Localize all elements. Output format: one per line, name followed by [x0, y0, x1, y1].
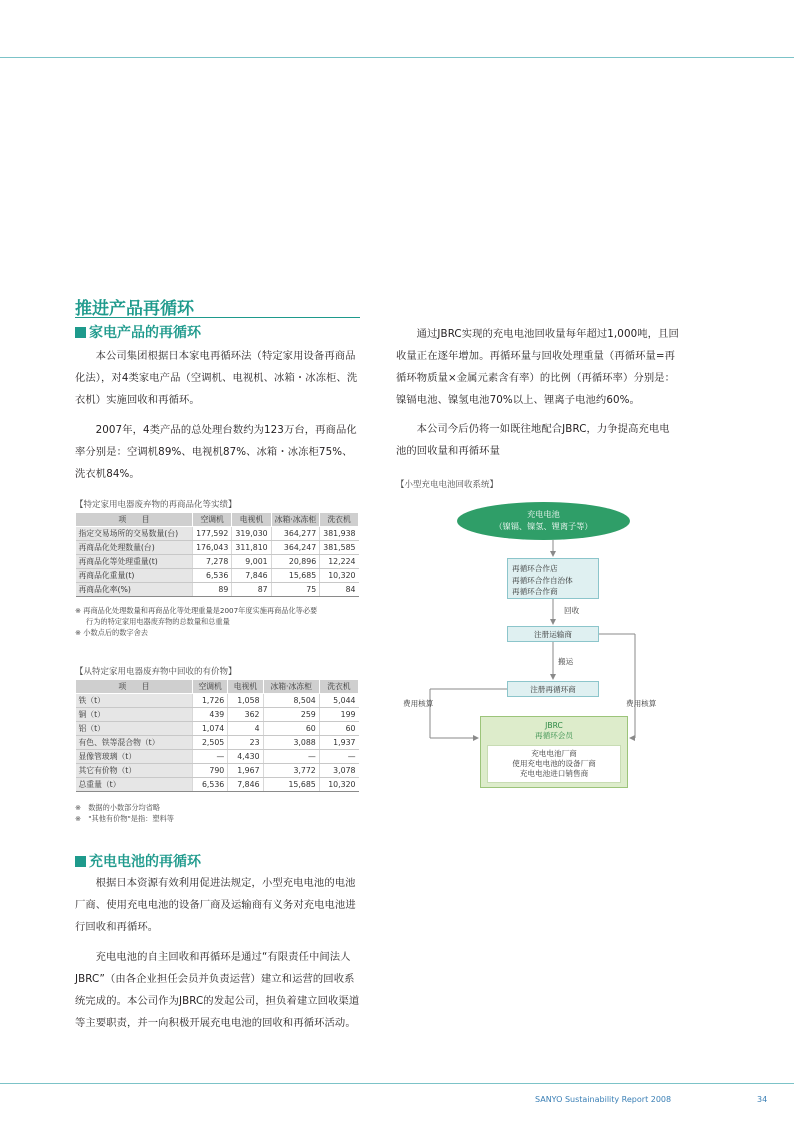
cooperating-stores-box — [507, 558, 599, 599]
cost-label-right: 费用核算 — [626, 699, 657, 708]
table-header-row — [76, 513, 359, 527]
cell: 319,030 — [232, 527, 271, 541]
jbrc-members — [487, 745, 621, 783]
recycler-box: 注册再循环商 — [507, 681, 599, 697]
table-row — [76, 694, 359, 708]
table-row — [76, 778, 359, 792]
table-row — [76, 527, 359, 541]
battery-collection-diagram — [400, 498, 690, 778]
section-title: 推进产品再循环 — [75, 299, 194, 319]
cell: 6,536 — [193, 778, 228, 792]
cell: 23 — [228, 736, 263, 750]
cell: 2,505 — [193, 736, 228, 750]
cell: 1,074 — [193, 722, 228, 736]
cell: 20,896 — [271, 555, 320, 569]
cell: 4 — [228, 722, 263, 736]
cell: 176,043 — [193, 541, 232, 555]
cell: 364,277 — [271, 527, 320, 541]
row-label: 指定交易场所的交易数量(台) — [76, 527, 193, 541]
cell: 6,536 — [193, 569, 232, 583]
table-row — [76, 555, 359, 569]
appliance-heading — [75, 322, 201, 342]
cell: 89 — [193, 583, 232, 597]
battery-para-4: 本公司今后仍将一如既往地配合JBRC，力争提高充电电池的回收量和再循环量 — [396, 423, 670, 457]
appliance-heading-text: 家电产品的再循环 — [89, 325, 201, 341]
cell: 8,504 — [263, 694, 319, 708]
cell: 10,320 — [320, 569, 359, 583]
row-label: 其它有价物（t） — [76, 764, 193, 778]
transport-box: 注册运输商 — [507, 626, 599, 642]
cell: 439 — [193, 708, 228, 722]
battery-oval-line-2: （镍镉、镍氢、锂离子等） — [494, 521, 593, 531]
battery-oval — [457, 502, 630, 540]
cell: 15,685 — [263, 778, 319, 792]
column-header: 冰箱·冰冻柜 — [271, 513, 320, 527]
table-header-row — [76, 680, 359, 694]
table-row — [76, 750, 359, 764]
member-2: 使用充电电池的设备厂商 — [512, 759, 596, 768]
row-label: 显像管玻璃（t） — [76, 750, 193, 764]
table1-note-1b: 行为的特定家用电器废弃物的总数量和总重量 — [86, 617, 230, 626]
cell: 1,726 — [193, 694, 228, 708]
valuables-table — [75, 679, 359, 792]
cell: 381,585 — [320, 541, 359, 555]
member-1: 充电电池厂商 — [531, 749, 577, 758]
row-label: 有色、铁等混合物（t） — [76, 736, 193, 750]
stores-line-1: 再循环合作店 — [512, 564, 558, 573]
title-underline — [75, 317, 360, 318]
column-header: 冰箱·冰冻柜 — [263, 680, 319, 694]
table2-caption: 【从特定家用电器废弃物中回收的有价物】 — [75, 667, 237, 677]
cell: 3,078 — [319, 764, 358, 778]
carry-label: 搬运 — [558, 657, 574, 666]
cell: 790 — [193, 764, 228, 778]
column-header: 项 目 — [76, 513, 193, 527]
battery-heading — [75, 851, 201, 871]
table-row — [76, 541, 359, 555]
table-row — [76, 764, 359, 778]
battery-para-1: 根据日本资源有效利用促进法规定，小型充电电池的电池厂商、使用充电电池的设备厂商及运输商有义务对充电电池进行回收和再循环。 — [75, 877, 356, 933]
appliance-para-2: 2007年，4类产品的总处理台数约为123万台，再商品化率分别是：空调机89%、电视机87%、冰箱・冰冻柜75%、洗衣机84%。 — [75, 424, 357, 480]
cell: 177,592 — [193, 527, 232, 541]
cell: 75 — [271, 583, 320, 597]
member-3: 充电电池进口销售商 — [519, 769, 589, 778]
row-label: 铁（t） — [76, 694, 193, 708]
battery-heading-text: 充电电池的再循环 — [89, 854, 201, 870]
cell: — — [263, 750, 319, 764]
cell: 381,938 — [320, 527, 359, 541]
jbrc-title-2: 再循环会员 — [535, 731, 573, 740]
row-label: 再商品化处理数量(台) — [76, 541, 193, 555]
column-header: 电视机 — [228, 680, 263, 694]
column-header: 洗衣机 — [320, 513, 359, 527]
bottom-rule — [0, 1083, 794, 1084]
cell: 10,320 — [319, 778, 358, 792]
table-row — [76, 722, 359, 736]
jbrc-title-1: JBRC — [545, 721, 563, 730]
stores-line-3: 再循环合作商 — [512, 587, 558, 596]
table2-note-1: ※ 数据的小数部分均省略 — [75, 803, 161, 812]
diagram-caption: 【小型充电电池回收系统】 — [396, 480, 499, 490]
cell: 7,846 — [232, 569, 271, 583]
column-header: 空调机 — [193, 513, 232, 527]
cell: 1,937 — [319, 736, 358, 750]
cell: 87 — [232, 583, 271, 597]
table-row — [76, 569, 359, 583]
table1-caption: 【特定家用电器废弃物的再商品化等实绩】 — [75, 500, 237, 510]
heading-square-icon — [75, 856, 86, 867]
cell: 15,685 — [271, 569, 320, 583]
cell: 3,772 — [263, 764, 319, 778]
cost-label-left: 费用核算 — [403, 699, 434, 708]
column-header: 洗衣机 — [319, 680, 358, 694]
row-label: 总重量（t） — [76, 778, 193, 792]
row-label: 再商品化等处理重量(t) — [76, 555, 193, 569]
battery-oval-line-1: 充电电池 — [527, 509, 560, 519]
appliance-para-1: 本公司集团根据日本家电再循环法（特定家用设备再商品化法），对4类家电产品（空调机、电视机、冰箱・冰冻柜、洗衣机）实施回收和再循环。 — [75, 350, 358, 406]
cell: — — [193, 750, 228, 764]
table1-notes — [75, 605, 365, 638]
table-row — [76, 583, 359, 597]
cell: 84 — [320, 583, 359, 597]
cell: — — [319, 750, 358, 764]
column-header: 项 目 — [76, 680, 193, 694]
cell: 362 — [228, 708, 263, 722]
heading-square-icon — [75, 327, 86, 338]
cell: 60 — [319, 722, 358, 736]
cell: 199 — [319, 708, 358, 722]
table-row — [76, 736, 359, 750]
row-label: 铜（t） — [76, 708, 193, 722]
column-header: 电视机 — [232, 513, 271, 527]
row-label: 铝（t） — [76, 722, 193, 736]
table-row — [76, 708, 359, 722]
cell: 9,001 — [232, 555, 271, 569]
cell: 364,247 — [271, 541, 320, 555]
page-number: 34 — [757, 1095, 768, 1104]
row-label: 再商品化率(%) — [76, 583, 193, 597]
jbrc-box — [480, 716, 628, 788]
cell: 12,224 — [320, 555, 359, 569]
recycling-results-table — [75, 512, 359, 597]
top-rule — [0, 57, 794, 58]
cell: 259 — [263, 708, 319, 722]
table1-note-2: ※ 小数点后的数字舍去 — [75, 628, 148, 637]
cell: 311,810 — [232, 541, 271, 555]
cell: 7,278 — [193, 555, 232, 569]
cell: 5,044 — [319, 694, 358, 708]
battery-para-2: 充电电池的自主回收和再循环是通过“有限责任中间法人JBRC”（由各企业担任会员并负责运营）建立和运营的回收系统完成的。本公司作为JBRC的发起公司，担负着建立回收渠道等主要职责，并一向积极开展充电电池的回收和再循环活动。 — [75, 951, 360, 1029]
collect-label: 回收 — [564, 606, 580, 615]
table2-note-2: ※ "其他有价物"是指：塑料等 — [75, 814, 174, 823]
row-label: 再商品化重量(t) — [76, 569, 193, 583]
cell: 1,058 — [228, 694, 263, 708]
cell: 4,430 — [228, 750, 263, 764]
cell: 1,967 — [228, 764, 263, 778]
cell: 7,846 — [228, 778, 263, 792]
stores-line-2: 再循环合作自治体 — [512, 575, 573, 585]
battery-para-3: 通过JBRC实现的充电电池回收量每年超过1,000吨，且回收量正在逐年增加。再循环量与回收处理重量（再循环量=再循环物质量×金属元素含有率）的比例（再循环率）分别是：镍镉电池、镍氢电池70%以上、锂离子电池约60%。 — [396, 328, 679, 406]
table2-notes — [75, 802, 365, 824]
cell: 60 — [263, 722, 319, 736]
cell: 3,088 — [263, 736, 319, 750]
column-header: 空调机 — [193, 680, 228, 694]
footer-brand: SANYO Sustainability Report 2008 — [535, 1095, 672, 1104]
table1-note-1: ※ 再商品化处理数量和再商品化等处理重量是2007年度实施再商品化等必要 — [75, 606, 318, 615]
